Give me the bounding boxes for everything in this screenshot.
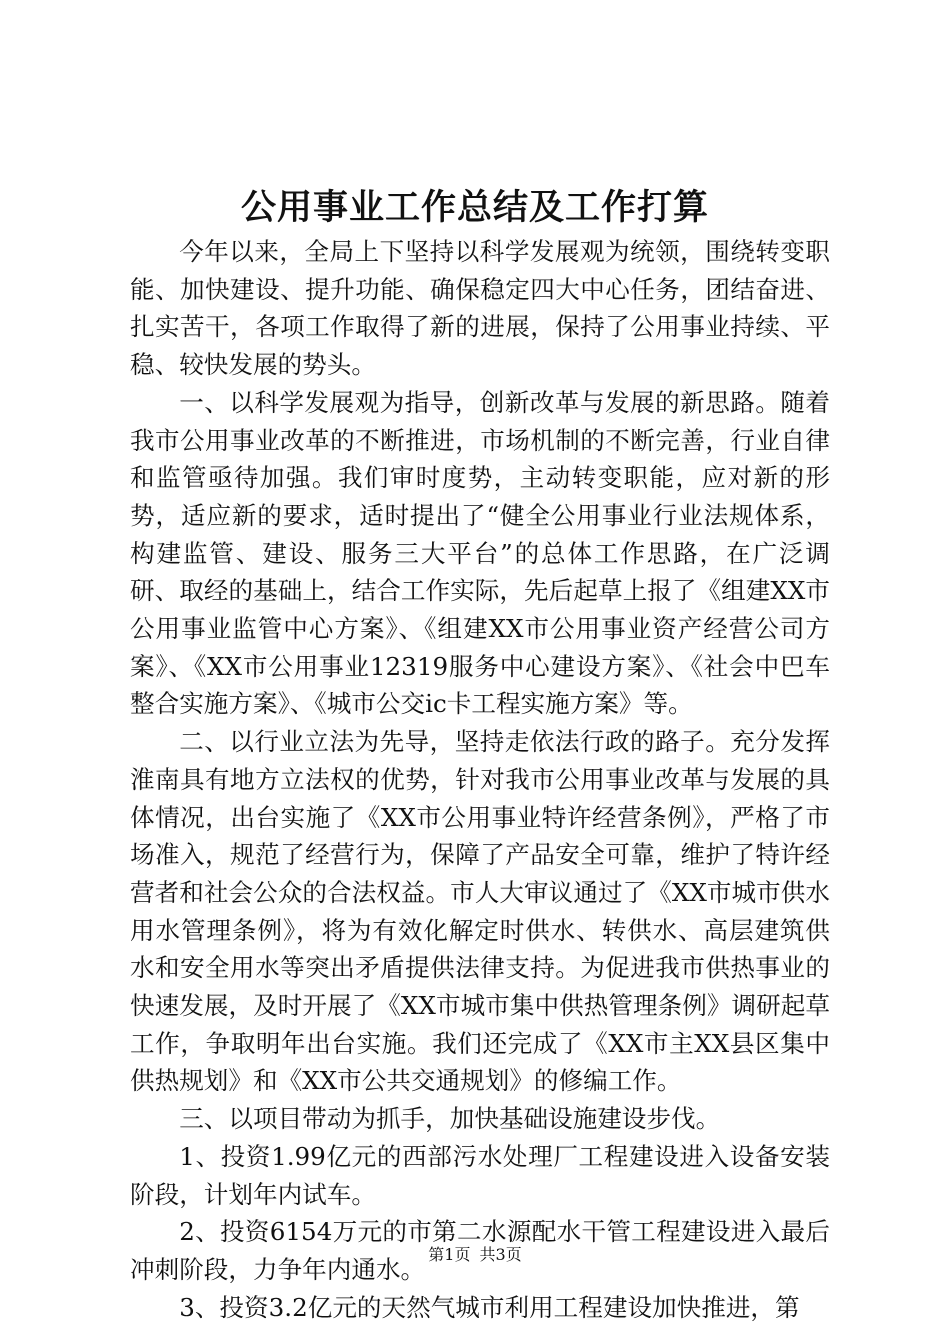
paragraph-item-2: 2、投资6154万元的市第二水源配水干管工程建设进入最后冲刺阶段，力争年内通水。 — [130, 1217, 830, 1284]
paragraph-item-3: 3、投资3.2亿元的天然气城市利用工程建设加快推进，第 — [179, 1292, 800, 1322]
paragraph-section-1: 一、以科学发展观为指导，创新改革与发展的新思路。随着我市公用事业改革的不断推进，市场机制的不断完善，行业自律和监管亟待加强。我们审时度势，主动转变职能，应对新的形势，适应新的要求，适时提出了“健全公用事业行业法规体系，构建监管、建设、服务三大平台”的总体工作思路，在广泛调研、取经的基础上，结合工作实际，先后起草上报了《组建XX市公用事业监管中心方案》、《组建XX市公用事业资产经营公司方案》、《XX市公用事业12319服务中心建设方案》、《社会中巴车整合实施方案》、《城市公交ic卡工程实施方案》等。 — [130, 387, 830, 719]
page-total: 共3页 — [479, 1245, 522, 1264]
paragraph-section-2: 二、以行业立法为先导，坚持走依法行政的路子。充分发挥淮南具有地方立法权的优势，针对我市公用事业改革与发展的具体情况，出台实施了《XX市公用事业特许经营条例》，严格了市场准入，规范了经营行为，保障了产品安全可靠，维护了特许经营者和社会公众的合法权益。市人大审议通过了《XX市城市供水用水管理条例》，将为有效化解定时供水、转供水、高层建筑供水和安全用水等突出矛盾提供法律支持。为促进我市供热事业的快速发展，及时开展了《XX市城市集中供热管理条例》调研起草工作，争取明年出台实施。我们还完成了《XX市主XX县区集中供热规划》和《XX市公共交通规划》的修编工作。 — [130, 727, 830, 1096]
page-number: 第1页 — [428, 1245, 471, 1264]
paragraph-item-1: 1、投资1.99亿元的西部污水处理厂工程建设进入设备安装阶段，计划年内试车。 — [130, 1141, 830, 1209]
paragraph-intro: 今年以来，全局上下坚持以科学发展观为统领，围绕转变职能、加快建设、提升功能、确保稳定四大中心任务，团结奋进、扎实苦干，各项工作取得了新的进展，保持了公用事业持续、平稳、较快发展的势头。 — [130, 237, 830, 380]
document-body — [130, 233, 830, 1326]
paragraph-section-3: 三、以项目带动为抓手，加快基础设施建设步伐。 — [179, 1104, 721, 1134]
page-footer — [0, 1244, 950, 1266]
document-title: 公用事业工作总结及工作打算 — [240, 187, 709, 228]
